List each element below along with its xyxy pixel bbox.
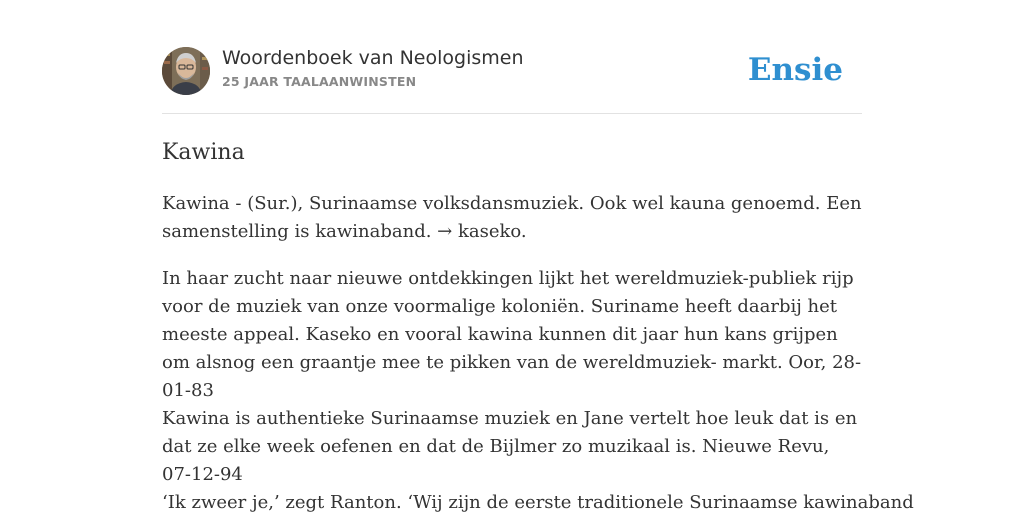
quote-paragraph: Kawina is authentieke Surinaamse muziek en Jane vertelt hoe leuk dat is en dat ze elke week oefenen en dat de Bijlmer zo muzikaal is. Nieuwe Revu, 07-12-94 xyxy=(162,408,858,485)
author-portrait-icon xyxy=(162,47,210,95)
avatar[interactable] xyxy=(162,47,210,95)
ensie-logo[interactable]: Ensie xyxy=(747,52,843,88)
site-header xyxy=(162,0,862,114)
site-title[interactable]: Woordenboek van Neologismen xyxy=(222,47,524,69)
entry-definition: Kawina - (Sur.), Surinaamse volksdansmuziek. Ook wel kauna genoemd. Een samenstelling is kawinaband. → kaseko. xyxy=(162,193,862,242)
page-container xyxy=(162,0,914,513)
quote-paragraph: In haar zucht naar nieuwe ontdekkingen lijkt het wereldmuziek-publiek rijp voor de muziek van onze voormalige koloniën. Suriname heeft daarbij het meeste appeal. Kaseko en vooral kawina kunnen dit jaar hun kans grijpen om alsnog een graantje mee te pikken van de wereldmuziek- markt. Oor, 28-01-83 xyxy=(162,268,862,401)
site-subtitle: 25 JAAR TAALAANWINSTEN xyxy=(222,74,417,89)
quote-paragraph: ‘Ik zweer je,’ zegt Ranton. ‘Wij zijn de eerste traditionele Surinaamse kawinaband xyxy=(162,492,914,513)
entry-title: Kawina xyxy=(162,140,245,165)
